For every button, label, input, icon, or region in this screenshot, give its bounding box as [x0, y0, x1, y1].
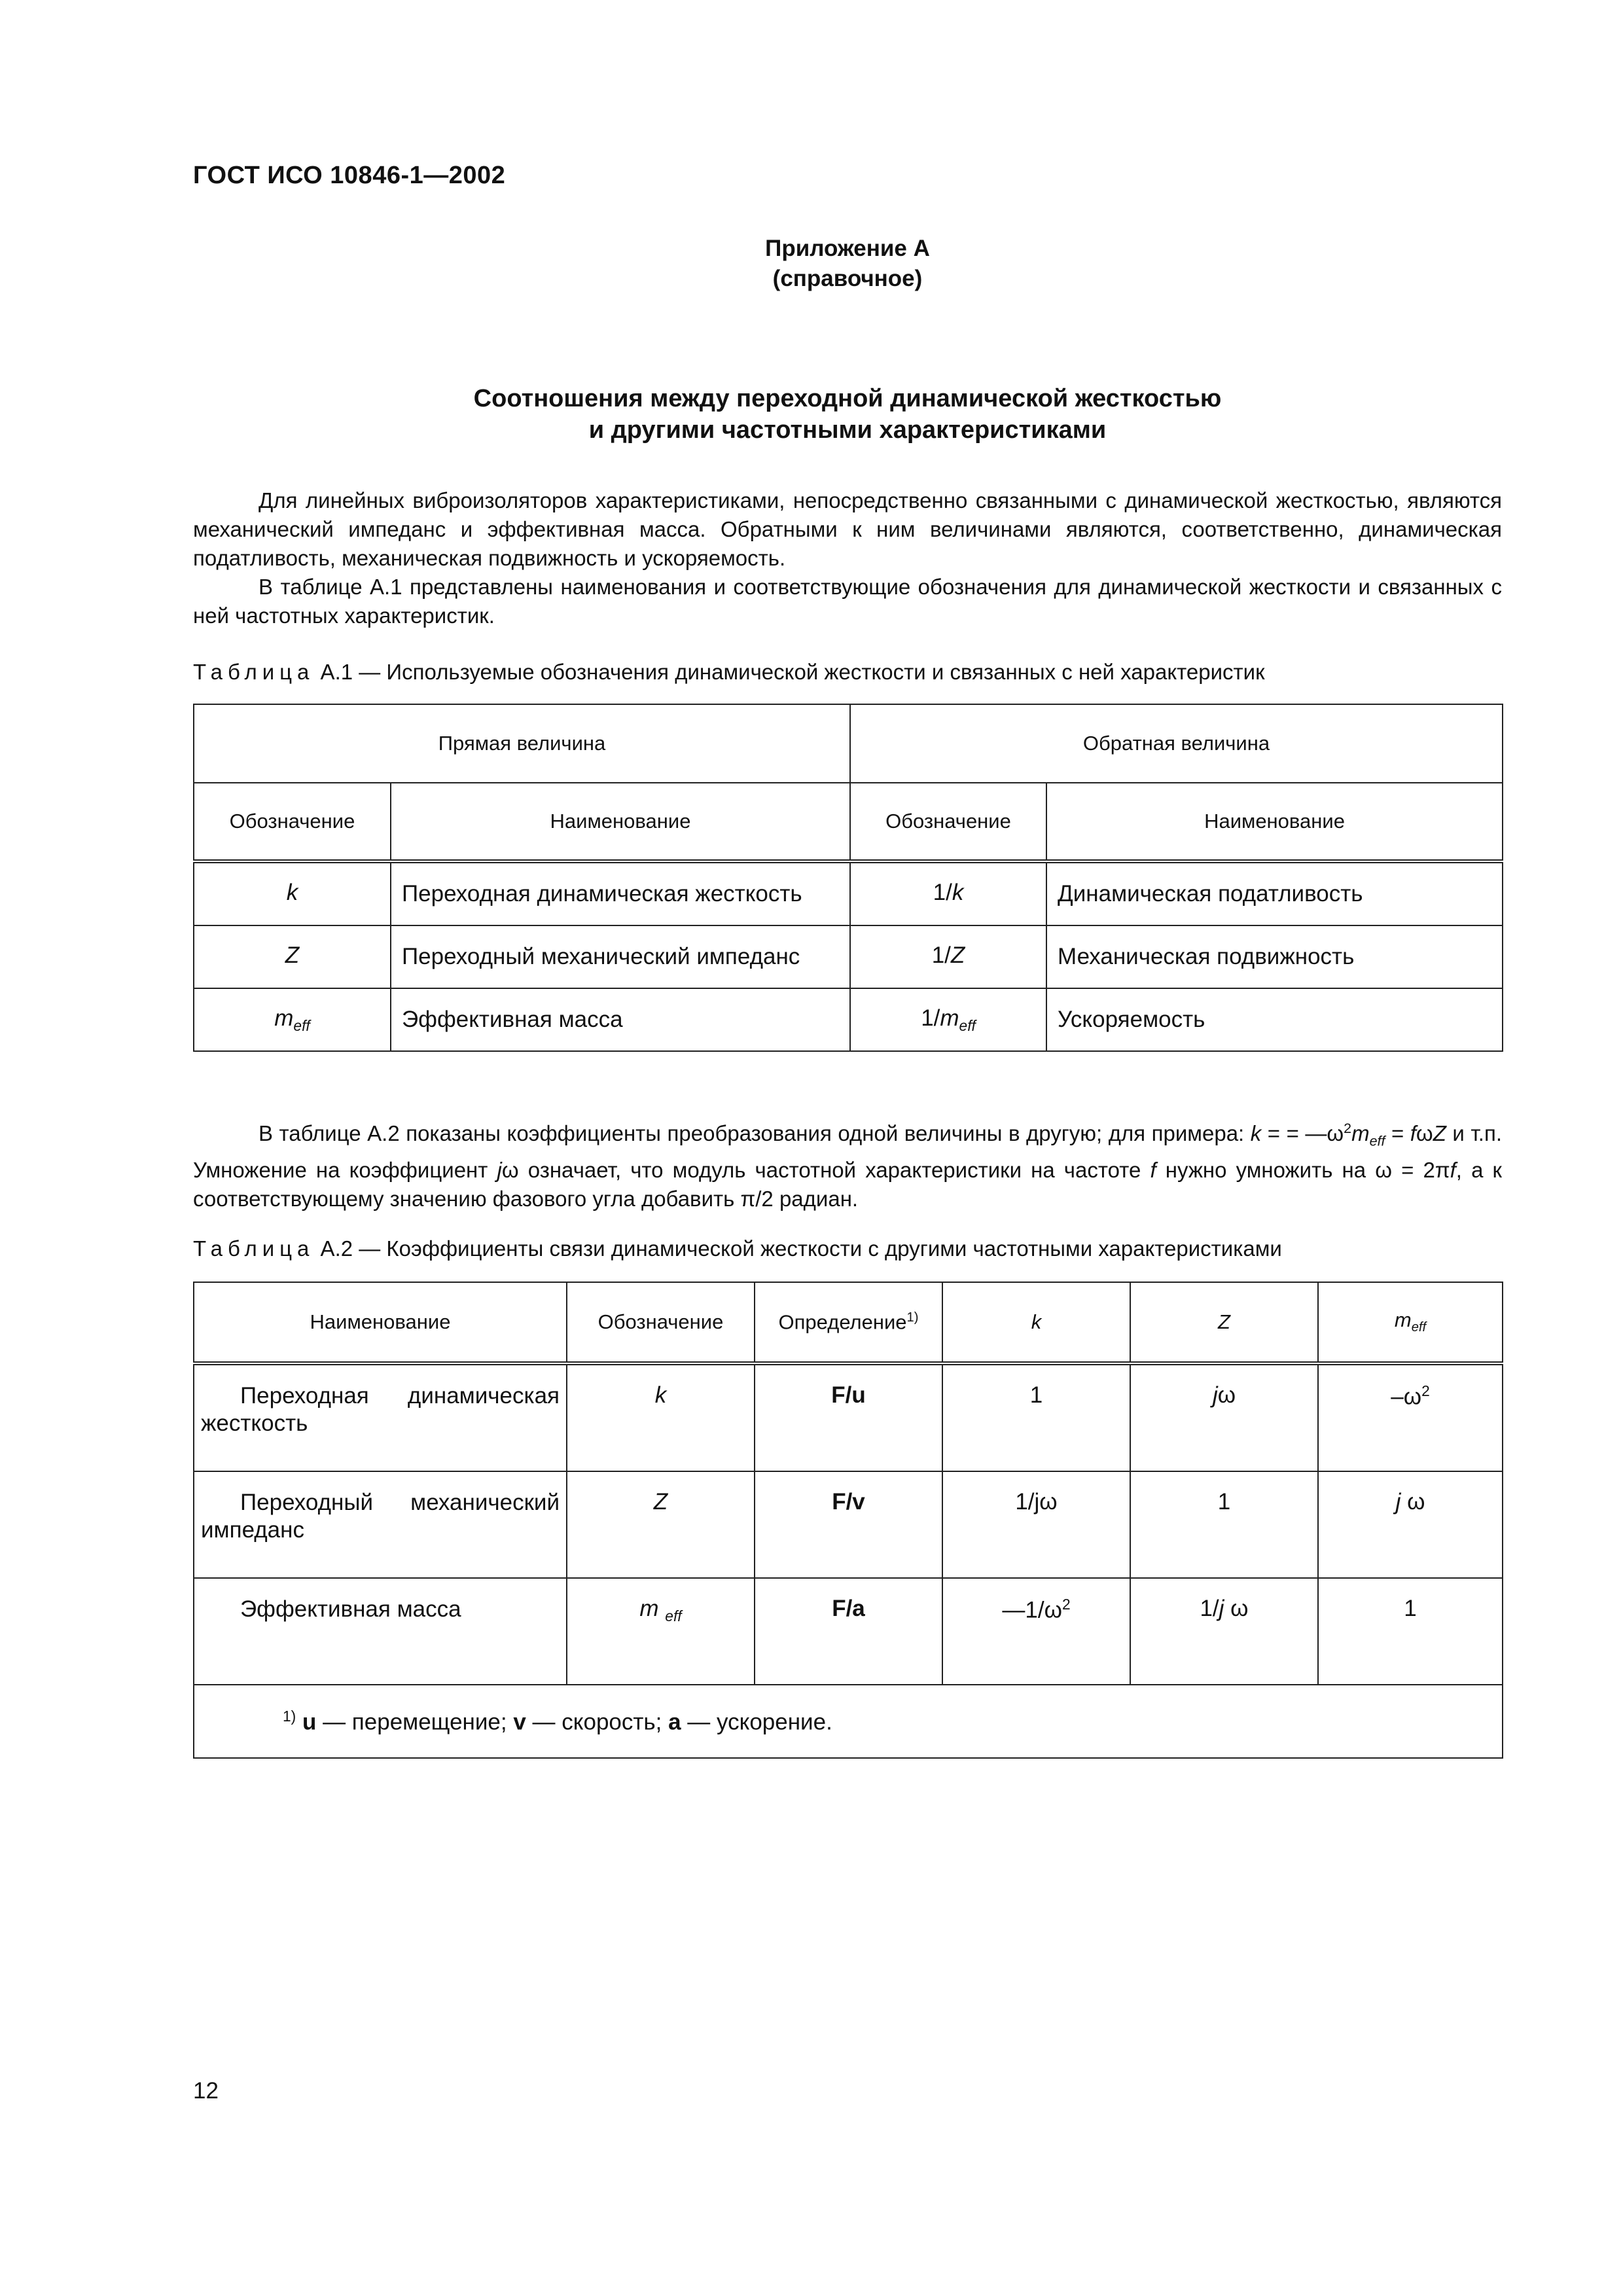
table-2-symbol-cell [567, 1578, 755, 1685]
footnote-mark: 1) [283, 1707, 296, 1725]
para3-f-3: f [1450, 1157, 1456, 1182]
footnote-v: v [513, 1709, 526, 1735]
inverse-symbol: k [952, 879, 964, 905]
para3-eff: eff [1369, 1133, 1385, 1149]
para3-omega-2: ω [501, 1157, 519, 1182]
appendix-note: (справочное) [772, 266, 923, 291]
row-definition: F/u [831, 1382, 866, 1408]
row-symbol: m [639, 1596, 666, 1621]
para3-sup: 2 [1344, 1121, 1352, 1136]
table-1-col-inverse-symbol: Обозначение [850, 783, 1046, 861]
para3-text-b: = = —ω [1261, 1121, 1344, 1145]
table-2-caption-text: А.2 — Коэффициенты связи динамической жесткости с другими частотными характеристиками [314, 1236, 1282, 1261]
para3-text-d: и т.п. Умножение на коэффициент [193, 1121, 1503, 1182]
para3-k: k [1250, 1121, 1262, 1145]
table-2-col-z: Z [1130, 1282, 1318, 1363]
para3-m: m [1351, 1121, 1370, 1145]
row-symbol: k [654, 1382, 667, 1408]
row-name: Переходный механический импеданс [201, 1490, 560, 1543]
definition-label: Определение [778, 1310, 907, 1334]
table-2-z-cell [1130, 1578, 1318, 1685]
table-2-name-cell [194, 1578, 567, 1685]
inverse-prefix: 1/ [921, 1005, 940, 1031]
k-value: —1/ω [1002, 1597, 1062, 1623]
row-symbol: Z [653, 1489, 668, 1515]
table-2-caption-word: Таблица [193, 1236, 315, 1261]
para3-text-e: означает, что модуль частотной характеристики на частоте [518, 1157, 1150, 1182]
table-2-z-cell [1130, 1363, 1318, 1471]
table-2-m-cell [1318, 1471, 1503, 1578]
footnote-text-3: — ускорение. [681, 1709, 832, 1735]
table-2-m-cell: 1 [1318, 1578, 1503, 1685]
definition-footnote-mark: 1) [906, 1310, 919, 1325]
symbol: Z [285, 942, 300, 968]
footnote-u: u [302, 1709, 317, 1735]
para3-text-c: = [1385, 1121, 1410, 1145]
row-symbol-subscript: eff [665, 1607, 682, 1624]
table-1-symbol-cell [194, 925, 391, 988]
m-j: j [1395, 1489, 1401, 1515]
table-1-col-symbol: Обозначение [194, 783, 391, 861]
z-j: j [1219, 1596, 1224, 1621]
page-number: 12 [193, 2078, 219, 2104]
row-definition: F/v [832, 1489, 865, 1515]
table-2-k-cell: 1/jω [942, 1471, 1130, 1578]
para3-f: f [1410, 1121, 1416, 1145]
table-2-definition-cell [755, 1363, 942, 1471]
appendix-title: Приложение А [765, 236, 930, 261]
para3-f-2: f [1150, 1157, 1156, 1182]
table-1-col-inverse-name: Наименование [1046, 783, 1503, 861]
table-1-symbol-cell [194, 861, 391, 925]
table-1-inverse-name-cell: Ускоряемость [1046, 988, 1503, 1051]
symbol: k [286, 879, 298, 905]
table-2-symbol-cell [567, 1363, 755, 1471]
paragraph-2 [193, 573, 1502, 630]
footnote-text-1: — перемещение; [316, 1709, 514, 1735]
table-1-group-inverse: Обратная величина [850, 704, 1503, 783]
table-row [194, 1471, 1503, 1578]
inverse-symbol: m [940, 1005, 959, 1031]
inverse-symbol: Z [950, 942, 965, 968]
z-prefix: 1/ [1200, 1596, 1219, 1621]
table-1-caption [193, 658, 1265, 687]
table-1-name-cell: Эффективная масса [391, 988, 850, 1051]
para3-omega: ω [1416, 1121, 1433, 1145]
appendix-heading [0, 234, 1623, 294]
inverse-prefix: 1/ [931, 942, 951, 968]
table-2-name-cell [194, 1363, 567, 1471]
page-title [0, 383, 1623, 446]
table-2-symbol-cell [567, 1471, 755, 1578]
m-label: m [1394, 1308, 1412, 1332]
table-2-z-cell: 1 [1130, 1471, 1318, 1578]
table-1-inverse-name-cell: Механическая подвижность [1046, 925, 1503, 988]
paragraph-2-text: В таблице А.1 представлены наименования и соответствующие обозначения для динамической жесткости и связанных с ней частотных характеристик. [193, 575, 1502, 628]
table-2-col-definition [755, 1282, 942, 1363]
table-2-caption [193, 1234, 1282, 1263]
k-sup: 2 [1061, 1596, 1071, 1613]
table-2-col-name: Наименование [194, 1282, 567, 1363]
table-row [194, 925, 1503, 988]
footnote-text-2: — скорость; [526, 1709, 669, 1735]
para3-z: Z [1433, 1121, 1446, 1145]
table-1-caption-text: А.1 — Используемые обозначения динамической жесткости и связанных с ней характеристик [314, 660, 1265, 684]
paragraph-1-text: Для линейных виброизоляторов характеристиками, непосредственно связанными с динамической жесткостью, являются механический импеданс и эффективная масса. Обратными к ним величинами являются, соответственно, динамическая податливость, механическая подвижность и ускоряемость. [193, 488, 1502, 570]
row-name: Переходная динамическая жесткость [201, 1383, 560, 1436]
table-1-group-direct: Прямая величина [194, 704, 850, 783]
title-line-1: Соотношения между переходной динамической жесткостью [473, 385, 1222, 412]
row-definition: F/a [832, 1596, 865, 1621]
title-line-2: и другими частотными характеристиками [588, 416, 1107, 444]
table-2-m-cell [1318, 1363, 1503, 1471]
table-row [194, 988, 1503, 1051]
table-2-k-cell [942, 1578, 1130, 1685]
para3-text-a: В таблице А.2 показаны коэффициенты преобразования одной величины в другую; для примера: [259, 1121, 1251, 1145]
m-subscript: eff [1411, 1320, 1427, 1335]
table-2-name-cell [194, 1471, 567, 1578]
table-row [194, 861, 1503, 925]
table-2-col-k: k [942, 1282, 1130, 1363]
footnote-a: a [668, 1709, 681, 1735]
z-suffix: ω [1224, 1596, 1249, 1621]
symbol: m [274, 1005, 294, 1031]
table-1-inverse-symbol-cell [850, 861, 1046, 925]
table-1-name-cell: Переходная динамическая жесткость [391, 861, 850, 925]
table-2-col-symbol: Обозначение [567, 1282, 755, 1363]
table-1-inverse-name-cell: Динамическая податливость [1046, 861, 1503, 925]
m-sup: 2 [1421, 1382, 1430, 1399]
inverse-prefix: 1/ [933, 879, 952, 905]
para3-j: j [497, 1157, 502, 1182]
table-2-definition-cell [755, 1578, 942, 1685]
table-1-name-cell: Переходный механический импеданс [391, 925, 850, 988]
m-suffix: ω [1400, 1489, 1425, 1515]
table-2-definition-cell [755, 1471, 942, 1578]
z-j: j [1212, 1382, 1218, 1408]
table-row [194, 1578, 1503, 1685]
table-1-inverse-symbol-cell [850, 988, 1046, 1051]
table-1-symbol-cell [194, 988, 391, 1051]
paragraph-3 [193, 1114, 1502, 1213]
table-row [194, 1363, 1503, 1471]
z-suffix: ω [1217, 1382, 1236, 1408]
table-2-footnote-row [194, 1685, 1503, 1758]
table-1-col-name: Наименование [391, 783, 850, 861]
table-2-col-m [1318, 1282, 1503, 1363]
table-2-k-cell: 1 [942, 1363, 1130, 1471]
para3-text-g: нужно умножить на ω = 2π [1156, 1157, 1450, 1182]
row-name: Эффективная масса [240, 1596, 461, 1622]
m-prefix: –ω [1391, 1384, 1422, 1410]
document-code-header: ГОСТ ИСО 10846-1—2002 [193, 162, 506, 189]
table-2-footnote [194, 1685, 1503, 1758]
table-1-inverse-symbol-cell [850, 925, 1046, 988]
symbol-subscript: eff [293, 1016, 310, 1034]
para3-text-h: , а к соответствующему значению фазового угла добавить π/2 радиан. [193, 1157, 1502, 1211]
table-2 [193, 1282, 1503, 1759]
table-1 [193, 704, 1503, 1052]
inverse-subscript: eff [959, 1016, 976, 1034]
paragraph-1 [193, 486, 1502, 573]
table-1-caption-word: Таблица [193, 660, 315, 684]
